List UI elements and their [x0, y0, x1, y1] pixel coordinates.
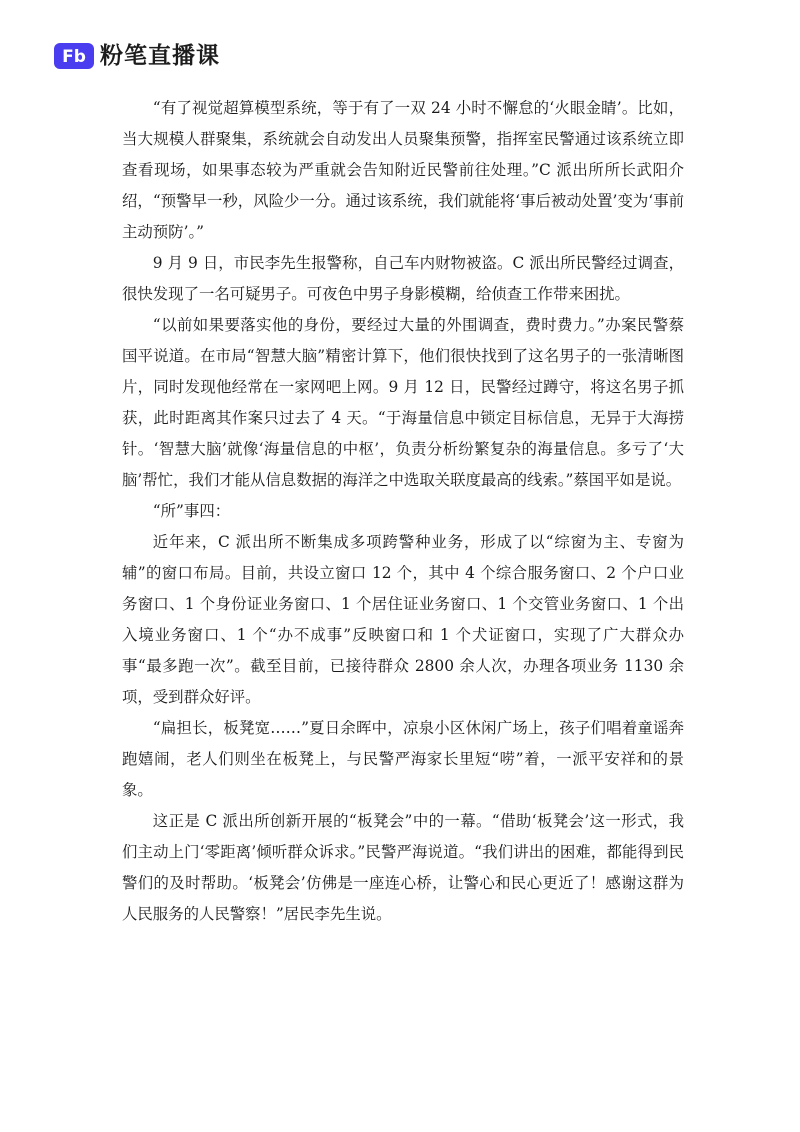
brand-header: [54, 40, 220, 72]
paragraph: 9 月 9 日，市民李先生报警称，自己车内财物被盗。C 派出所民警经过调查，很快发现了一名可疑男子。可夜色中男子身影模糊，给侦查工作带来困扰。: [122, 254, 684, 303]
paragraph: “扁担长，板凳宽……”夏日余晖中，凉泉小区休闲广场上，孩子们唱着童谣奔跑嬉闹，老人们则坐在板凳上，与民警严海家长里短“唠”着，一派平安祥和的景象。: [122, 719, 684, 799]
paragraph: “有了视觉超算模型系统，等于有了一双 24 小时不懈怠的‘火眼金睛’。比如，当大规模人群聚集，系统就会自动发出人员聚集预警，指挥室民警通过该系统立即查看现场，如果事态较为严重就会告知附近民警前往处理。”C 派出所所长武阳介绍，“预警早一秒，风险少一分。通过该系统，我们就能将‘事后被动处置’变为‘事前主动预防’。”: [122, 99, 684, 241]
paragraph: 这正是 C 派出所创新开展的“板凳会”中的一幕。“借助‘板凳会’这一形式，我们主动上门‘零距离’倾听群众诉求。”民警严海说道。“我们讲出的困难，都能得到民警们的及时帮助。‘板凳会’仿佛是一座连心桥，让警心和民心更近了！感谢这群为人民服务的人民警察！”居民李先生说。: [122, 812, 684, 923]
paragraph: 近年来，C 派出所不断集成多项跨警种业务，形成了以“综窗为主、专窗为辅”的窗口布局。目前，共设立窗口 12 个，其中 4 个综合服务窗口、2 个户口业务窗口、1 个身份证业务窗口、1 个居住证业务窗口、1 个交管业务窗口、1 个出入境业务窗口、1 个“办不成事”反映窗口和 1 个犬证窗口，实现了广大群众办事“最多跑一次”。截至目前，已接待群众 2800 余人次，办理各项业务 1130 余项，受到群众好评。: [122, 533, 684, 706]
article-body: [122, 93, 684, 930]
paragraph: “以前如果要落实他的身份，要经过大量的外围调查，费时费力。”办案民警蔡国平说道。在市局“智慧大脑”精密计算下，他们很快找到了这名男子的一张清晰图片，同时发现他经常在一家网吧上网。9 月 12 日，民警经过蹲守，将这名男子抓获，此时距离其作案只过去了 4 天。“于海量信息中锁定目标信息，无异于大海捞针。‘智慧大脑’就像‘海量信息的中枢’，负责分析纷繁复杂的海量信息。多亏了‘大脑’帮忙，我们才能从信息数据的海洋之中选取关联度最高的线索。”蔡国平如是说。: [122, 316, 684, 489]
brand-logo-icon: [54, 43, 94, 69]
section-heading: “所”事四：: [152, 502, 231, 520]
brand-logo-letters: Fb: [62, 47, 86, 67]
brand-name: 粉笔直播课: [100, 43, 220, 69]
